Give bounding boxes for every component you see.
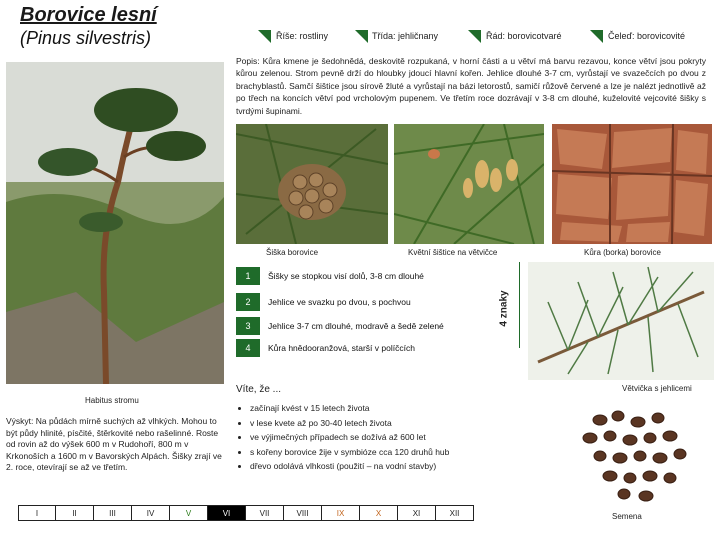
taxon-marker-icon [468,30,481,43]
trait-number: 1 [236,267,260,285]
caption-bark: Kůra (borka) borovice [584,248,661,257]
traits-list [236,267,494,359]
taxon-family: Čeleď: borovicovité [608,31,686,41]
bark-photo [552,124,712,244]
fact-item: • ve výjimečných případech se dožívá až 600 let [250,430,526,445]
trait-text: Šišky se stopkou visí dolů, 3-8 cm dlouhé [268,271,424,281]
traits-label: 4 znaky [498,290,510,327]
month-cell-flowering: V [170,505,208,521]
trait-text: Jehlice ve svazku po dvou, s pochvou [268,297,411,307]
page-title: Borovice lesní [20,4,157,26]
caption-seeds: Semena [612,512,642,521]
month-cell-ripening: X [360,505,398,521]
month-cell: VIII [284,505,322,521]
month-cell: II [56,505,94,521]
habitus-photo [6,62,224,384]
facts-list [236,401,526,474]
month-cell: I [18,505,56,521]
traits-side-label [498,285,518,335]
fact-item: • začínají kvést v 15 letech života [250,401,526,416]
taxon-kingdom: Říše: rostliny [276,31,329,41]
month-cell: III [94,505,132,521]
month-cell-flowering: VI [208,505,246,521]
trait-text: Kůra hnědooranžová, starší v políčcích [268,343,415,353]
flowers-photo [394,124,544,244]
taxon-marker-icon [258,30,271,43]
caption-branch: Větvička s jehlicemi [622,384,692,393]
trait-text: Jehlice 3-7 cm dlouhé, modravě a šedě zelené [268,321,444,331]
month-cell: IV [132,505,170,521]
fact-item: • v lese kvete až po 30-40 letech života [250,416,526,431]
caption-flowers: Květní šištice na větvičce [408,248,498,257]
trait-number: 4 [236,339,260,357]
description-text: Popis: Kůra kmene je šedohnědá, deskovitě rozpukaná, v horní části a u větví má barvu rezavou, konce větví jsou pokryty kůrou zelenou. Strom pevně drží do hloubky jdoucí hlavní kořen. Jehlice dlouhé 3-7 cm, vyrůstají ve svazečcích po dvou z brachyblastů. Samčí šištice jsou sírově žluté a vyrůstají na bázi letorostů, samičí růžově červené a lze je nalézt jednotlivě až po třech na koncích větví pod vrcholovým pupenem. Ve třetím roce dozrávají v 3-8 cm dlouhé, kuželovité vejcovité šišky s tvrdými šupinami. [236,56,706,116]
trait-number: 3 [236,317,260,335]
month-cell: XII [436,505,474,521]
seeds-photo [560,400,710,508]
taxon-class: Třída: jehličnany [372,31,439,41]
fact-item: • s kořeny borovice žije v symbióze cca 120 druhů hub [250,445,526,460]
month-cell-ripening: IX [322,505,360,521]
caption-habitus: Habitus stromu [85,396,139,405]
trait-number: 2 [236,293,260,311]
trait-row [236,267,494,285]
trait-row [236,293,494,311]
habitat-text: Výskyt: Na půdách mírně suchých až vlhkých. Mohou to být půdy hlinité, písčité, štěrkovité nebo rašelinné. Roste od rovin až do výšek 600 m v Rudohoří, 800 m v Krkonoších a 1600 m v Bavorských Alpách. Šišky zrají ve 2. roce, otevírají se až ve třetím. [6,416,222,472]
caption-cone: Šiška borovice [266,248,319,257]
taxon-marker-icon [355,30,368,43]
month-cell: XI [398,505,436,521]
taxon-marker-icon [590,30,603,43]
month-scale [18,505,474,521]
latin-name: (Pinus silvestris) [20,28,152,48]
fact-item: • dřevo odolává vlhkosti (použití – na vodní stavby) [250,459,526,474]
taxon-order: Řád: borovicotvaré [486,31,562,41]
trait-row [236,339,494,357]
facts-heading: Víte, že ... [236,384,282,395]
branch-photo [528,262,714,380]
facts-section [236,384,526,474]
month-cell: VII [246,505,284,521]
cone-photo [236,124,388,244]
traits-divider [519,262,520,348]
trait-row [236,317,494,335]
